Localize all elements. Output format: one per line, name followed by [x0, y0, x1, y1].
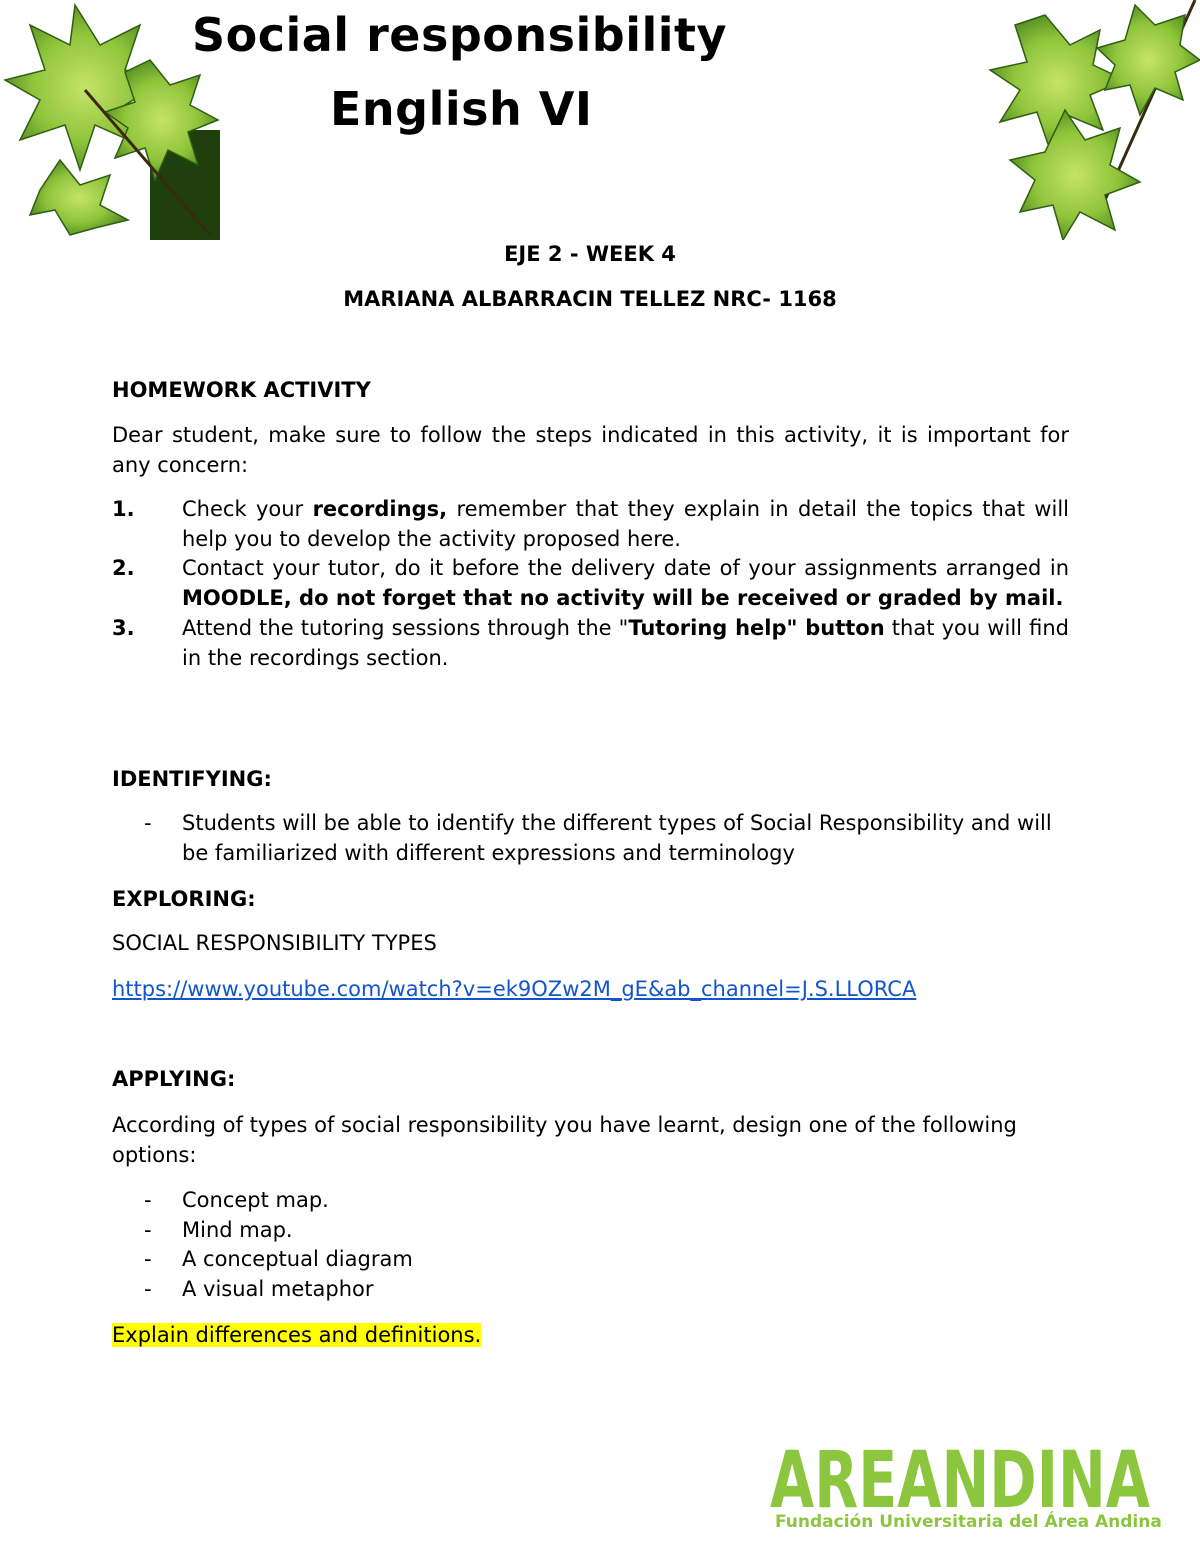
logo-tagline: Fundación Universitaria del Área Andina — [775, 1512, 1162, 1532]
document-title-line2: English VI — [330, 82, 593, 136]
step-text-pre: Contact your tutor, do it before the delivery date of your assignments arranged in — [182, 556, 1069, 581]
identifying-bullet-text: Students will be able to identify the different types of Social Responsibility and will be familiarized with different expressions and terminology — [182, 811, 1052, 865]
list-item — [112, 1186, 1069, 1216]
step-text-pre: Attend the tutoring sessions through the " — [182, 615, 629, 640]
step-number: 2. — [112, 556, 135, 581]
applying-intro: According of types of social responsibility you have learnt, design one of the following options: — [112, 1113, 1017, 1167]
homework-step — [112, 554, 1069, 613]
svg-text:AREANDINA: AREANDINA — [770, 1437, 1150, 1517]
list-item — [112, 809, 1069, 868]
bullet-dash: - — [144, 1188, 152, 1212]
step-number: 3. — [112, 615, 135, 640]
step-text-bold: Tutoring help" button — [628, 615, 885, 640]
option-text: A visual metaphor — [182, 1277, 374, 1302]
step-text-post: that you will find in the recordings section. — [182, 615, 1069, 670]
step-text-bold: MOODLE, do not forget that no activity will be received or graded by mail. — [182, 586, 1064, 611]
homework-heading: HOMEWORK ACTIVITY — [112, 378, 371, 402]
bullet-dash: - — [144, 1247, 152, 1272]
step-number: 1. — [112, 497, 135, 521]
identifying-list — [112, 809, 1069, 868]
option-text: Concept map. — [182, 1188, 329, 1212]
bullet-dash: - — [144, 1277, 152, 1302]
bullet-dash: - — [144, 1217, 152, 1242]
youtube-link[interactable]: https://www.youtube.com/watch?v=ek9OZw2M_gE&ab_channel=J.S.LLORCA — [112, 977, 917, 1001]
applying-heading: APPLYING: — [112, 1067, 236, 1091]
option-text: A conceptual diagram — [182, 1247, 413, 1272]
list-item — [112, 1275, 1069, 1305]
bullet-dash: - — [144, 811, 152, 835]
areandina-logo — [770, 1437, 1155, 1517]
homework-intro: Dear student, make sure to follow the steps indicated in this activity, it is important for any concern: — [112, 423, 1069, 477]
step-text-pre: Check your — [182, 497, 313, 521]
option-text: Mind map. — [182, 1217, 293, 1242]
highlighted-instruction: Explain differences and definitions. — [112, 1323, 482, 1347]
applying-options — [112, 1186, 1069, 1305]
student-name: MARIANA ALBARRACIN TELLEZ NRC- 1168 — [343, 287, 837, 311]
list-item — [112, 1245, 1069, 1275]
homework-step — [112, 495, 1069, 554]
homework-steps — [112, 495, 1069, 673]
homework-step — [112, 614, 1069, 673]
exploring-heading: EXPLORING: — [112, 887, 256, 911]
list-item — [112, 1216, 1069, 1246]
week-label: EJE 2 - WEEK 4 — [504, 242, 676, 266]
exploring-subheading: SOCIAL RESPONSIBILITY TYPES — [112, 931, 437, 955]
leaves-right-decoration — [985, 0, 1200, 240]
document-title-line1: Social responsibility — [192, 8, 727, 62]
step-text-bold: recordings, — [312, 497, 448, 521]
step-text-post: remember that they explain in detail the topics that will help you to develop the activity proposed here. — [182, 497, 1069, 551]
identifying-heading: IDENTIFYING: — [112, 767, 272, 791]
